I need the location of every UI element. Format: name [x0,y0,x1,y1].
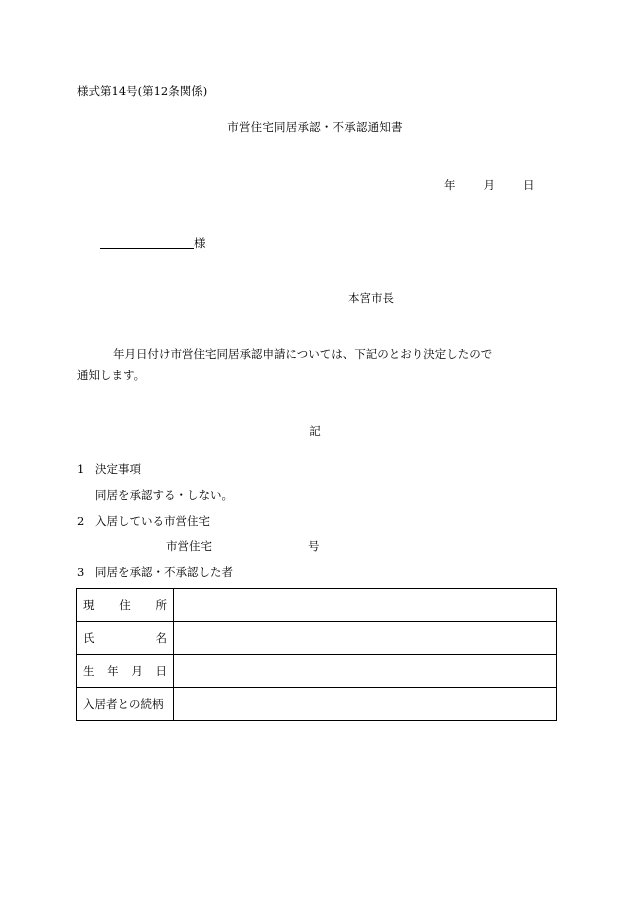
addressee [100,236,206,250]
section-3-heading [77,567,233,579]
body-year: 年 [113,347,125,361]
document-title: 市営住宅同居承認・不承認通知書 [227,120,403,134]
date-month: 月 [483,178,495,192]
label-char: 氏 [83,631,95,645]
section-title: 入居している市営住宅 [95,514,210,528]
person-info-table [76,588,557,721]
body-text-line-2: 通知します。 [77,368,146,382]
section-number: 3 [77,565,85,579]
addressee-honorific: 様 [194,236,206,250]
body-text-line-1 [113,349,492,361]
section-1-body: 同居を承認する・しない。 [95,488,233,502]
section-title: 同居を承認・不承認した者 [95,565,233,579]
address-label [77,589,174,622]
form-number: 様式第14号(第12条関係) [77,84,208,98]
addressee-name-blank[interactable] [100,236,194,249]
relationship-label: 入居者との続柄 [77,688,174,721]
table-row [77,622,557,655]
birthdate-field[interactable] [174,655,557,688]
table-row [77,655,557,688]
section-2-body [166,541,320,553]
body-month: 月 [124,347,136,361]
table-row [77,589,557,622]
table-row [77,688,557,721]
section-2-heading [77,516,210,528]
label-char: 年 [107,664,119,678]
address-field[interactable] [174,589,557,622]
ki-heading: 記 [309,424,321,438]
housing-label: 市営住宅 [166,539,212,553]
label-char: 所 [155,598,167,612]
date-year: 年 [444,178,456,192]
date-day: 日 [523,178,535,192]
section-number: 1 [77,462,85,476]
issuer-name: 本宮市長 [348,291,394,305]
label-char: 日 [155,664,167,678]
birthdate-label [77,655,174,688]
name-field[interactable] [174,622,557,655]
label-char: 生 [83,664,95,678]
label-char: 名 [155,631,167,645]
housing-number-label: 号 [308,539,320,553]
name-label [77,622,174,655]
body-text: 日付け市営住宅同居承認申請については、下記のとおり決定したので [136,347,493,361]
label-char: 住 [119,598,131,612]
section-number: 2 [77,514,85,528]
section-1-heading [77,464,141,476]
relationship-field[interactable] [174,688,557,721]
date-line [444,180,535,192]
label-char: 月 [131,664,143,678]
section-title: 決定事項 [95,462,141,476]
label-char: 現 [83,598,95,612]
